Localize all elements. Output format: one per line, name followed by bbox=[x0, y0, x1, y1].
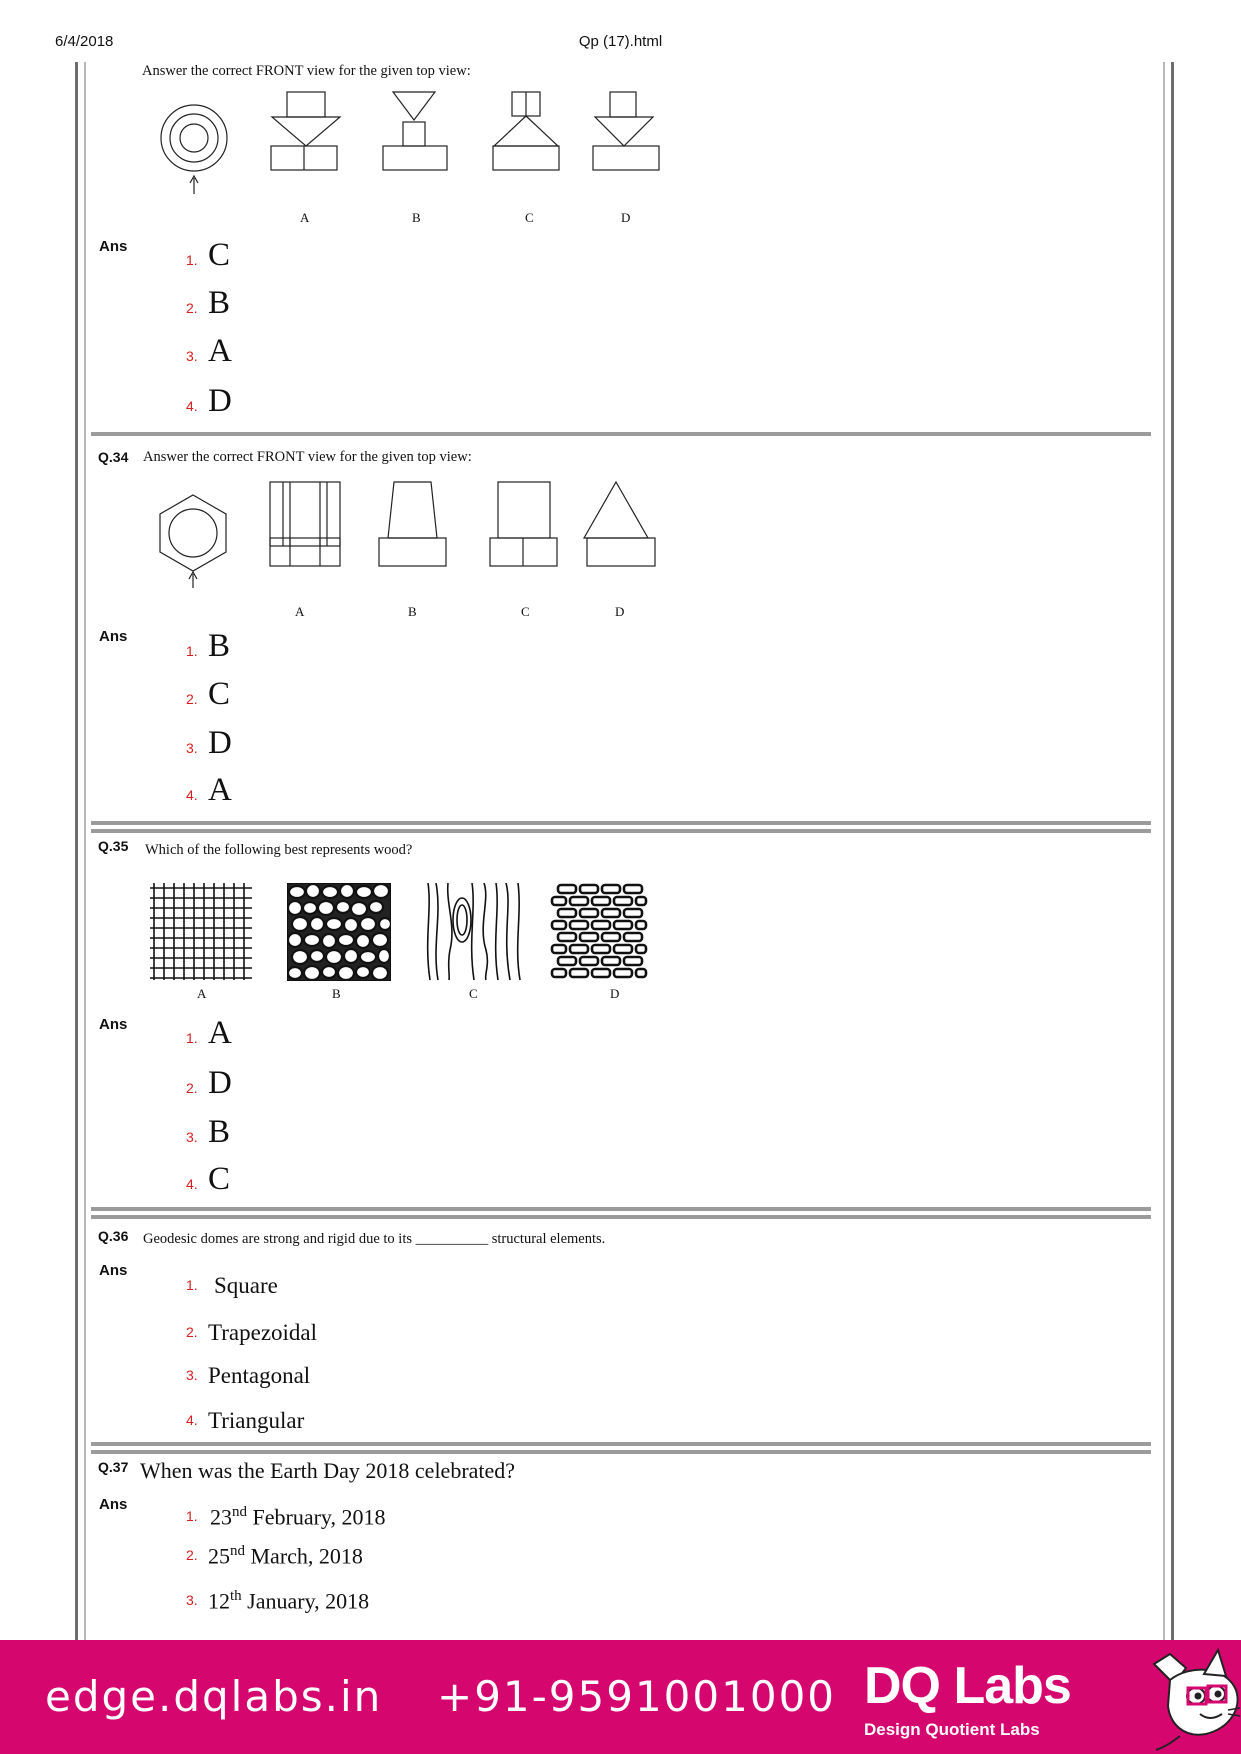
question-text-q34: Answer the correct FRONT view for the given top view: bbox=[143, 449, 472, 465]
option-text: A bbox=[208, 333, 232, 369]
print-title: Qp (17).html bbox=[578, 33, 663, 50]
q33-top-view-circles bbox=[161, 105, 227, 194]
option-text: A bbox=[208, 772, 232, 808]
question-number-q36: Q.36 bbox=[98, 1228, 129, 1244]
q34-figure bbox=[150, 480, 670, 615]
option-number: 1. bbox=[186, 1277, 198, 1293]
footer-phone-number[interactable]: +91-9591001000 bbox=[437, 1672, 837, 1721]
q35-figure-label-a: A bbox=[197, 986, 207, 1001]
answer-label-q33: Ans bbox=[99, 238, 128, 255]
answer-label-q37: Ans bbox=[99, 1496, 128, 1513]
option-day: 12 bbox=[208, 1588, 230, 1613]
option-text bbox=[208, 1588, 369, 1614]
option-text: B bbox=[208, 1114, 231, 1150]
q35-figure-label-d: D bbox=[610, 986, 620, 1001]
q33-figure bbox=[150, 90, 670, 230]
option-number: 3. bbox=[186, 1592, 198, 1608]
option-ordinal: nd bbox=[232, 1503, 247, 1520]
question-text-q35: Which of the following best represents wood? bbox=[145, 842, 413, 858]
print-date: 6/4/2018 bbox=[55, 33, 114, 50]
option-number: 4. bbox=[186, 1412, 198, 1428]
option-month-year: February, 2018 bbox=[247, 1504, 386, 1529]
q35-figure bbox=[150, 880, 670, 985]
footer-banner bbox=[0, 1640, 1241, 1754]
option-number: 1. bbox=[186, 1030, 198, 1046]
q34-option-d-shape bbox=[584, 482, 655, 566]
option-text: Triangular bbox=[208, 1408, 305, 1433]
option-number: 2. bbox=[186, 691, 198, 707]
option-text: C bbox=[208, 676, 231, 712]
option-text: C bbox=[208, 237, 231, 273]
option-text: C bbox=[208, 1161, 231, 1197]
q33-option-c-shape bbox=[493, 92, 559, 170]
q35-option-c-woodgrain bbox=[428, 883, 520, 980]
option-month-year: March, 2018 bbox=[245, 1543, 363, 1568]
q35-option-a-grid bbox=[150, 883, 252, 980]
option-day: 23 bbox=[210, 1504, 232, 1529]
question-text-q36: Geodesic domes are strong and rigid due to its __________ structural elements. bbox=[143, 1231, 606, 1247]
option-number: 3. bbox=[186, 348, 198, 364]
option-number: 2. bbox=[186, 1324, 198, 1340]
option-number: 4. bbox=[186, 1176, 198, 1192]
q34-figure-label-d: D bbox=[615, 604, 625, 619]
option-number: 2. bbox=[186, 300, 198, 316]
q34-option-c-shape bbox=[490, 482, 557, 566]
option-number: 1. bbox=[186, 1508, 198, 1524]
q33-figure-label-c: C bbox=[525, 210, 534, 225]
answer-label-q34: Ans bbox=[99, 628, 128, 645]
q34-top-view-hexagon bbox=[160, 495, 226, 588]
q34-figure-label-c: C bbox=[521, 604, 530, 619]
option-number: 3. bbox=[186, 1129, 198, 1145]
footer-website-link[interactable]: edge.dqlabs.in bbox=[45, 1672, 383, 1721]
q34-option-b-shape bbox=[379, 482, 446, 566]
option-text: Pentagonal bbox=[208, 1363, 311, 1388]
option-month-year: January, 2018 bbox=[241, 1588, 370, 1613]
q35-option-d-bricks bbox=[552, 885, 646, 977]
footer-logo: DQ Labs bbox=[864, 1657, 1071, 1715]
q33-figure-label-b: B bbox=[412, 210, 421, 225]
q35-figure-label-b: B bbox=[332, 986, 341, 1001]
question-text-q33: Answer the correct FRONT view for the given top view: bbox=[142, 63, 471, 79]
option-number: 4. bbox=[186, 398, 198, 414]
q33-option-b-shape bbox=[383, 92, 447, 170]
q34-figure-label-a: A bbox=[295, 604, 305, 619]
option-text: D bbox=[208, 1065, 232, 1101]
question-number-q37: Q.37 bbox=[98, 1459, 129, 1475]
option-text bbox=[210, 1504, 386, 1530]
answer-label-q35: Ans bbox=[99, 1016, 128, 1033]
q33-option-d-shape bbox=[593, 92, 659, 170]
question-number-q35: Q.35 bbox=[98, 838, 129, 854]
option-text: B bbox=[208, 285, 231, 321]
option-text: B bbox=[208, 628, 231, 664]
option-day: 25 bbox=[208, 1543, 230, 1568]
q34-figure-label-b: B bbox=[408, 604, 417, 619]
option-text: D bbox=[208, 725, 232, 761]
footer-tagline: Design Quotient Labs bbox=[864, 1720, 1040, 1739]
option-text: A bbox=[208, 1015, 232, 1051]
option-text: Trapezoidal bbox=[208, 1320, 318, 1345]
option-ordinal: nd bbox=[230, 1542, 245, 1559]
option-number: 2. bbox=[186, 1547, 198, 1563]
option-number: 1. bbox=[186, 643, 198, 659]
q35-figure-label-c: C bbox=[469, 986, 478, 1001]
q33-figure-label-d: D bbox=[621, 210, 631, 225]
q34-option-a-shape bbox=[270, 482, 340, 566]
q35-option-b-stones bbox=[287, 883, 391, 981]
option-number: 1. bbox=[186, 252, 198, 268]
option-text: Square bbox=[214, 1273, 278, 1298]
answer-label-q36: Ans bbox=[99, 1262, 128, 1279]
option-number: 2. bbox=[186, 1080, 198, 1096]
question-text-q37: When was the Earth Day 2018 celebrated? bbox=[140, 1458, 516, 1483]
q33-figure-label-a: A bbox=[300, 210, 310, 225]
option-text bbox=[208, 1543, 363, 1569]
q33-option-a-shape bbox=[271, 92, 340, 170]
option-number: 3. bbox=[186, 740, 198, 756]
option-number: 4. bbox=[186, 787, 198, 803]
option-text: D bbox=[208, 383, 232, 419]
option-number: 3. bbox=[186, 1367, 198, 1383]
question-number-q34: Q.34 bbox=[98, 449, 129, 465]
option-ordinal: th bbox=[230, 1587, 242, 1604]
cat-mascot-icon bbox=[1140, 1644, 1240, 1752]
